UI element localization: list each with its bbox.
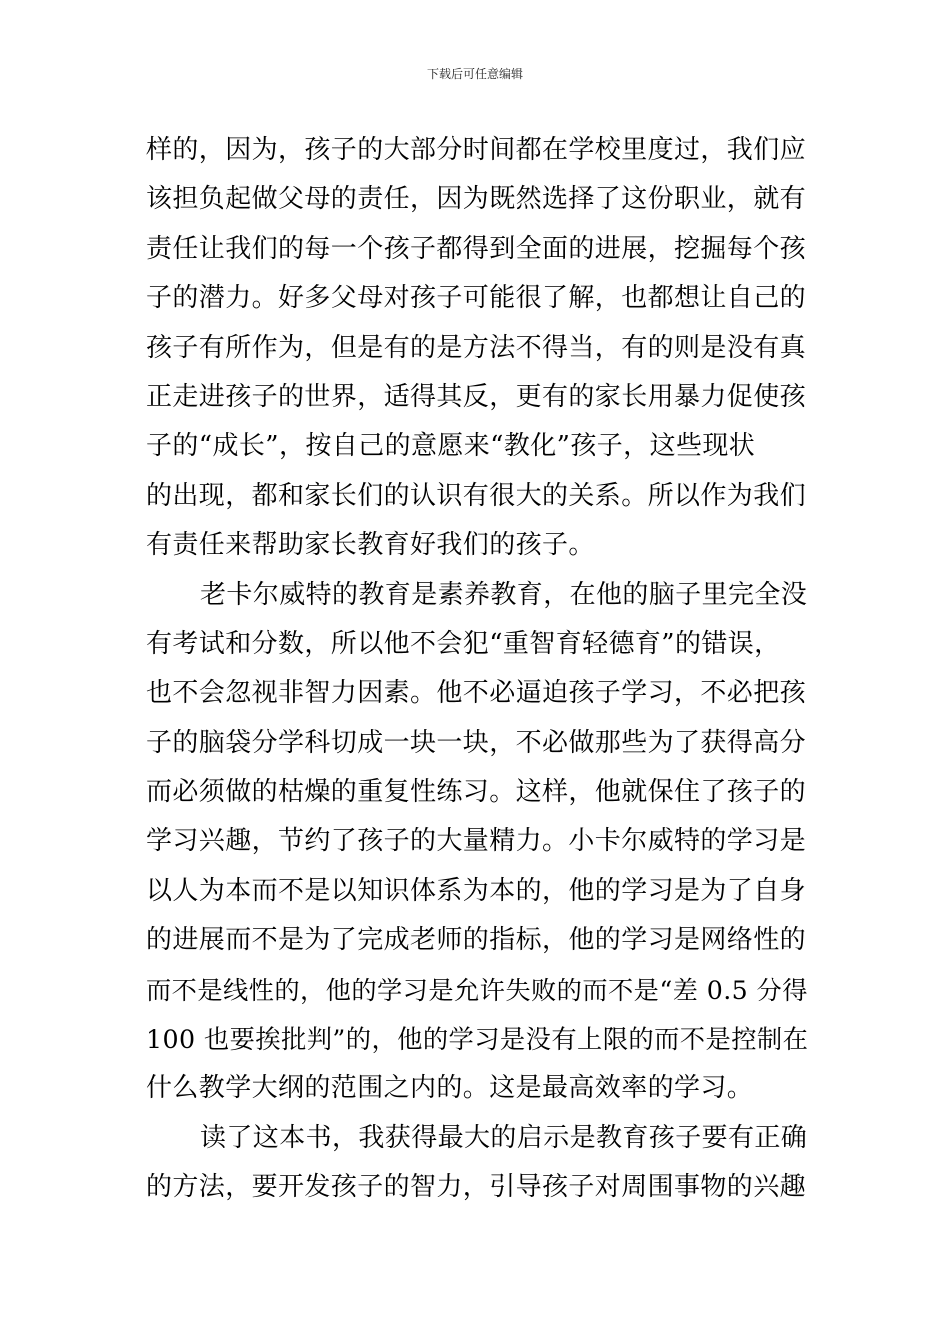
text-line: 孩子有所作为，但是有的是方法不得当，有的则是没有真 [146, 332, 807, 363]
text-line: 的进展而不是为了完成老师的指标，他的学习是网络性的 [146, 925, 807, 956]
text-line: 而不是线性的，他的学习是允许失败的而不是“差 0.5 分得 [146, 975, 808, 1005]
text-line: 以人为本而不是以知识体系为本的，他的学习是为了自身 [146, 875, 807, 906]
text-line: 学习兴趣，节约了孩子的大量精力。小卡尔威特的学习是 [146, 826, 807, 857]
text-line: 有责任来帮助家长教育好我们的孩子。 [146, 530, 595, 561]
text-line: 子的潜力。好多父母对孩子可能很了解，也都想让自己的 [146, 283, 807, 314]
text-line: 子的“成长”，按自己的意愿来“教化”孩子，这些现状 [146, 431, 756, 462]
text-line: 什么教学大纲的范围之内的。这是最高效率的学习。 [146, 1073, 754, 1104]
text-line: 正走进孩子的世界，适得其反，更有的家长用暴力促使孩 [146, 381, 807, 412]
page-header: 下载后可任意编辑 [426, 67, 523, 81]
text-line: 100 也要挨批判”的，他的学习是没有上限的而不是控制在 [146, 1025, 809, 1055]
document-body [146, 126, 808, 1213]
text-line: 有考试和分数，所以他不会犯“重智育轻德育”的错误， [146, 628, 781, 659]
text-line: 而必须做的枯燥的重复性练习。这样，他就保住了孩子的 [146, 777, 807, 808]
paragraph-first-line: 读了这本书，我获得最大的启示是教育孩子要有正确 [200, 1122, 808, 1153]
paragraph-first-line: 老卡尔威特的教育是素养教育，在他的脑子里完全没 [200, 579, 808, 610]
text-line: 该担负起做父母的责任，因为既然选择了这份职业，就有 [146, 184, 807, 215]
text-line: 责任让我们的每一个孩子都得到全面的进展，挖掘每个孩 [146, 233, 807, 264]
text-line: 也不会忽视非智力因素。他不必逼迫孩子学习，不必把孩 [146, 678, 807, 709]
text-line: 样的，因为，孩子的大部分时间都在学校里度过，我们应 [146, 135, 807, 165]
text-line: 的出现，都和家长们的认识有很大的关系。所以作为我们 [146, 480, 807, 511]
text-line: 的方法，要开发孩子的智力，引导孩子对周围事物的兴趣 [146, 1172, 807, 1203]
text-line: 子的脑袋分学科切成一块一块，不必做那些为了获得高分 [146, 727, 807, 758]
